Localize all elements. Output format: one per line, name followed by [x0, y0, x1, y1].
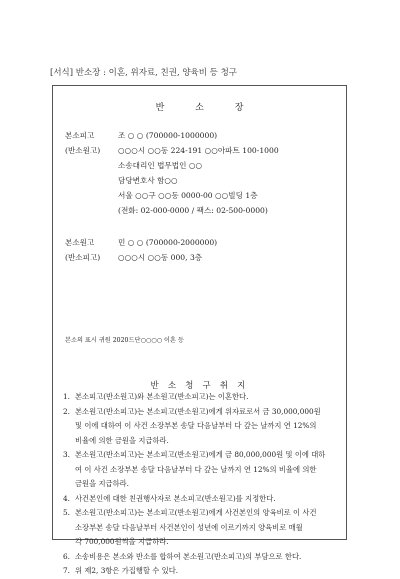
party-address: ○○○시 ○○동 000, 3층 [118, 253, 203, 262]
claim-line: 위 제2, 3항은 가집행할 수 있다. [75, 566, 179, 575]
claim-text [75, 405, 341, 449]
claim-line: 본소원고(반소피고)는 본소피고(반소원고)에게 금 80,000,000원 및 이에 대하 [75, 450, 326, 459]
counter-defendant-row-2 [65, 252, 202, 263]
counter-defendant-row-1 [65, 237, 217, 248]
claim-text [75, 550, 341, 565]
claim-item [63, 564, 341, 579]
claim-line: 소장부본 송달 다음날부터 사건본인이 성년에 이르기까지 양육비로 매월 [75, 522, 303, 532]
claims-section-title: 반 소 청 구 취 지 [150, 381, 249, 391]
document-title: 반 소 장 [155, 103, 258, 113]
party-label: (반소원고) [65, 146, 101, 155]
party-name: 민 ○ ○ (700000-2000000) [118, 238, 218, 247]
claim-item [63, 448, 341, 492]
claim-item [63, 506, 341, 550]
agent-line: 소송대리인 법무법인 ○○ [118, 161, 203, 170]
office-line: 서울 ○○구 ○○동 0000-00 ○○빌딩 1층 [118, 191, 258, 200]
claim-item [63, 550, 341, 565]
party-address: ○○○시 ○○동 224-191 ○○아파트 100-1000 [118, 146, 279, 155]
party-label: 본소원고 [65, 238, 95, 247]
claim-text [75, 506, 341, 550]
claims-list [63, 390, 341, 579]
claim-text [75, 564, 341, 579]
form-caption: [서식] 반소장 : 이혼, 위자료, 친권, 양육비 등 청구 [50, 68, 238, 78]
claim-number: 6. [63, 551, 70, 561]
claim-item [63, 492, 341, 507]
claim-line: 여 이 사건 소장부본 송달 다음날부터 다 갚는 날까지 연 12%의 비율에 의한 [75, 464, 317, 474]
claim-number: 4. [63, 493, 70, 503]
claim-number: 3. [63, 450, 70, 459]
claim-line: 및 이에 대하여 이 사건 소장부본 송달 다음날부터 다 갚는 날까지 연 12%의 [75, 421, 317, 430]
claim-line: 각 700,000원씩을 지급하라. [75, 537, 169, 546]
lawyer-line: 담당변호사 함○○ [118, 176, 178, 185]
party-label: (반소피고) [65, 253, 101, 262]
claim-item [63, 390, 341, 405]
document-frame [52, 85, 347, 575]
claim-line: 금원을 지급하라. [75, 479, 129, 488]
claim-number: 2. [63, 406, 70, 416]
counter-plaintiff-row-1 [65, 130, 217, 141]
contact-line: (전화: 02-000-0000 / 팩스: 02-500-0000) [118, 206, 268, 215]
claim-line: 소송비용은 본소와 반소를 합하여 본소원고(반소피고)의 부담으로 한다. [75, 551, 302, 561]
claim-line: 비율에 의한 금원을 지급하라. [75, 435, 169, 445]
claim-text [75, 448, 341, 492]
claim-line: 본소피고(반소원고)와 본소원고(반소피고)는 이혼한다. [75, 392, 249, 401]
claim-line: 본소원고(반소피고)는 본소피고(반소원고)에게 사건본인의 양육비로 이 사건 [75, 508, 317, 517]
case-reference: 본소의 표시 귀원 2020드단○○○○ 이혼 등 [65, 337, 184, 344]
party-label: 본소피고 [65, 131, 95, 140]
counter-plaintiff-row-2 [65, 145, 279, 156]
claim-number: 5. [63, 508, 70, 517]
claim-line: 사건본인에 대한 친권행사자로 본소피고(반소원고)를 지정한다. [75, 493, 276, 503]
claim-number: 1. [63, 392, 70, 401]
claim-line: 본소원고(반소피고)는 본소피고(반소원고)에게 위자료로서 금 30,000,000원 [75, 406, 321, 416]
party-name: 조 ○ ○ (700000-1000000) [118, 131, 218, 140]
claim-text [75, 492, 341, 507]
claim-item [63, 405, 341, 449]
claim-number: 7. [63, 566, 70, 575]
claim-text [75, 390, 341, 405]
